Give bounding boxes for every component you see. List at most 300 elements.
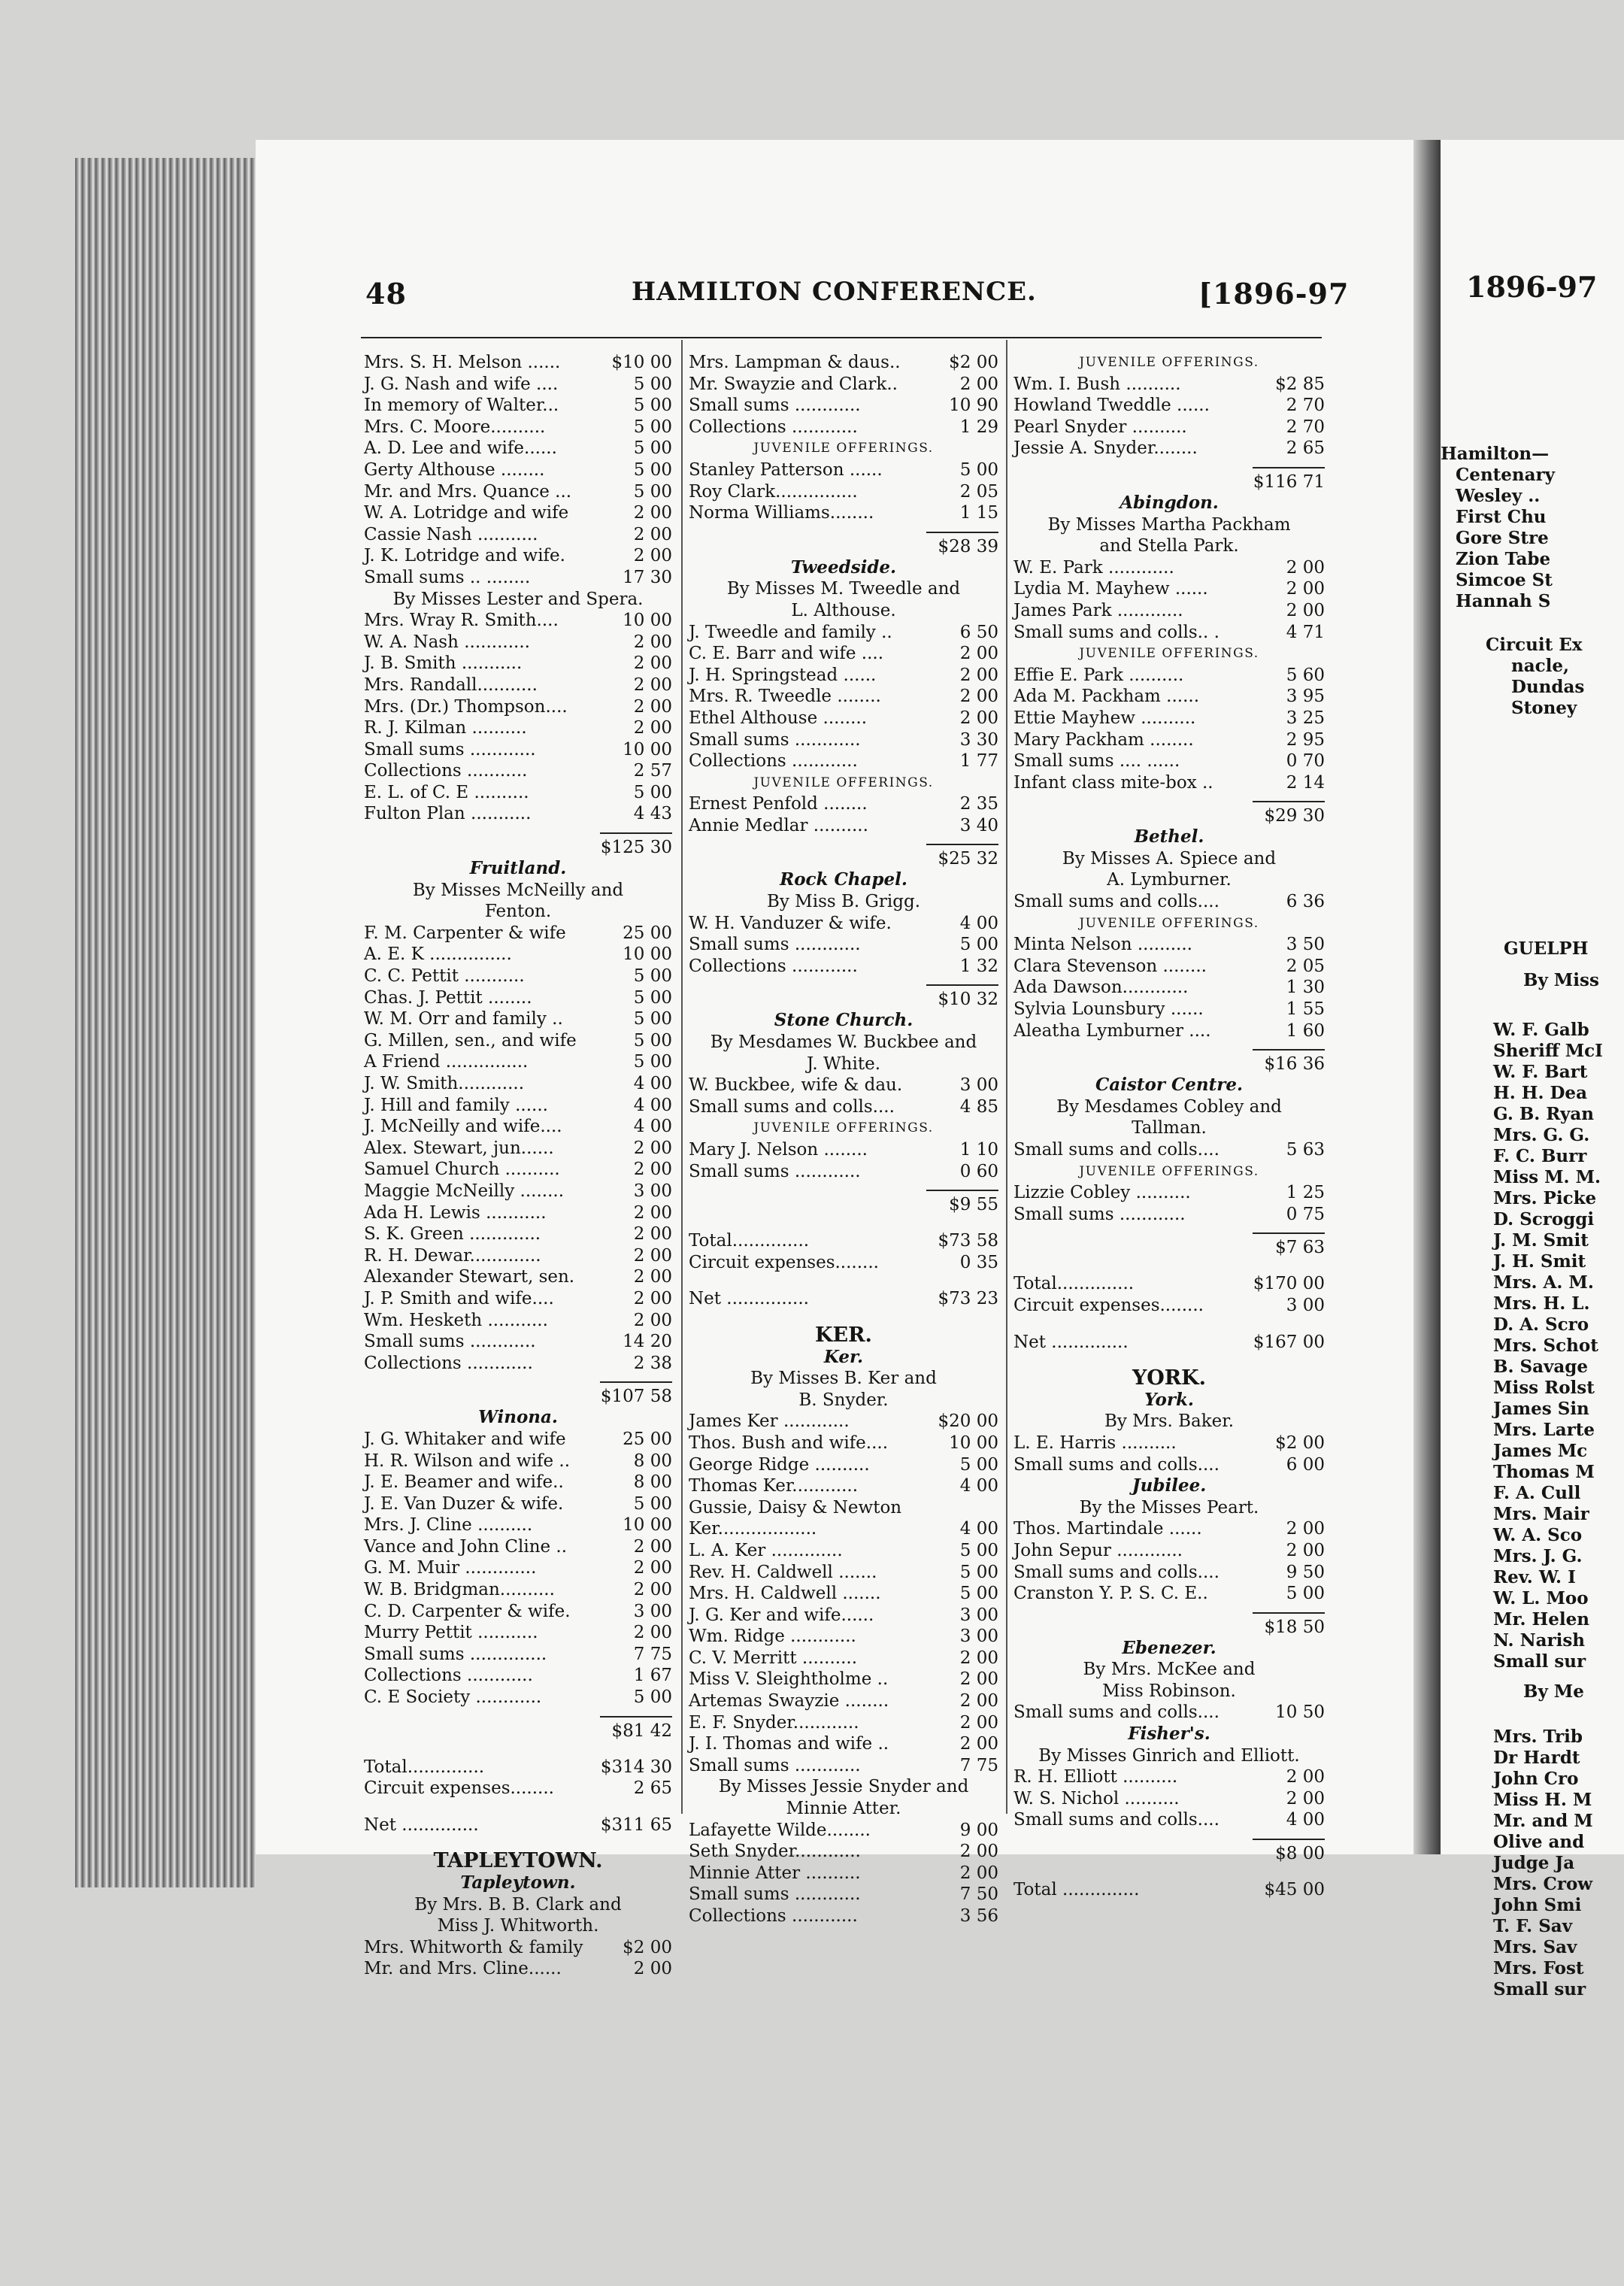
right-page-line: G. B. Ryan xyxy=(1493,1104,1594,1124)
entry-amount: 2 00 xyxy=(633,1202,672,1223)
entry-row xyxy=(1013,1879,1325,1901)
entry-amount: 1 25 xyxy=(1286,1183,1325,1203)
entry-amount: 4 00 xyxy=(959,1476,998,1496)
spacer xyxy=(689,1273,998,1288)
entry-amount: 2 14 xyxy=(1286,772,1325,793)
entry-row xyxy=(364,610,672,632)
entry-name: J. Hill and family ...... xyxy=(364,1095,548,1115)
right-page-line: GUELPH xyxy=(1504,938,1589,959)
entry-row xyxy=(689,459,998,481)
entry-amount: 5 00 xyxy=(633,1687,672,1708)
entry-amount: 2 05 xyxy=(1286,956,1325,976)
entry-amount: 1 15 xyxy=(959,503,998,523)
entry-row xyxy=(364,1030,672,1052)
spacer xyxy=(689,1215,998,1230)
entry-name: Mr. and Mrs. Cline...... xyxy=(364,1959,562,1979)
entry-name: Lizzie Cobley .......... xyxy=(1013,1183,1191,1203)
entry-name: Collections ............ xyxy=(364,1353,533,1373)
entry-amount: 9 00 xyxy=(959,1820,998,1840)
entry-amount: 0 60 xyxy=(959,1161,998,1181)
right-page-line: Miss M. M. xyxy=(1493,1167,1601,1187)
entry-amount: 3 00 xyxy=(1286,1295,1325,1315)
entry-row xyxy=(364,1757,672,1778)
entry-name: Minta Nelson .......... xyxy=(1013,935,1192,955)
entry-name: Lydia M. Mayhew ...... xyxy=(1013,579,1208,599)
entry-amount: 4 00 xyxy=(959,913,998,933)
entry-row xyxy=(689,1841,998,1863)
entry-row xyxy=(1013,1518,1325,1540)
entry-name: Mrs. R. Tweedle ........ xyxy=(689,687,881,707)
column-3 xyxy=(1013,352,1325,1901)
right-page-line: By Miss xyxy=(1523,970,1599,990)
entry-amount: 1 60 xyxy=(1286,1020,1325,1041)
entry-amount: 5 00 xyxy=(633,481,672,502)
entry-name: Mrs. (Dr.) Thompson.... xyxy=(364,696,568,717)
entry-name: Maggie McNeilly ........ xyxy=(364,1181,565,1201)
subtotal-amount: $28 39 xyxy=(926,532,998,557)
entry-row xyxy=(364,675,672,696)
entry-name: Rev. H. Caldwell ....... xyxy=(689,1562,877,1582)
entry-amount: 3 25 xyxy=(1286,708,1325,728)
right-page-line: Dundas xyxy=(1511,677,1585,697)
entry-name: Chas. J. Pettit ........ xyxy=(364,987,532,1008)
entry-name: C. C. Pettit ........... xyxy=(364,966,525,987)
entry-name: Small sums and colls.... xyxy=(1013,1810,1220,1830)
entry-row xyxy=(364,374,672,396)
entry-name: Wm. Hesketh ........... xyxy=(364,1310,548,1330)
entry-row xyxy=(1013,395,1325,417)
collector-line: By the Misses Peart. xyxy=(1079,1497,1259,1517)
entry-name: Total .............. xyxy=(1013,1880,1140,1900)
subtotal-row xyxy=(689,836,998,869)
entry-name: J. B. Smith ........... xyxy=(364,653,523,674)
place-heading: Jubilee. xyxy=(1132,1475,1207,1496)
place-heading: Caistor Centre. xyxy=(1095,1075,1244,1096)
entry-name: Effie E. Park .......... xyxy=(1013,665,1184,685)
entry-row xyxy=(689,815,998,837)
entry-amount: 5 00 xyxy=(633,396,672,416)
entry-name: J. Tweedle and family .. xyxy=(689,622,892,642)
entry-amount: 2 05 xyxy=(959,481,998,502)
entry-amount: 10 00 xyxy=(623,611,672,631)
entry-row xyxy=(689,1433,998,1454)
collector-line: By Miss B. Grigg. xyxy=(766,892,921,912)
entry-row xyxy=(689,417,998,438)
entry-name: Miss V. Sleightholme .. xyxy=(689,1669,889,1690)
entry-amount: 2 70 xyxy=(1286,417,1325,437)
collector-line: By Mrs. McKee and xyxy=(1083,1660,1256,1680)
place-heading: Ker. xyxy=(823,1346,864,1367)
right-page-line: F. A. Cull xyxy=(1493,1483,1581,1503)
entry-name: Annie Medlar .......... xyxy=(689,815,868,835)
right-page-line: Mrs. Mair xyxy=(1493,1504,1589,1524)
spacer xyxy=(1013,1317,1325,1332)
entry-name: Seth Snyder............ xyxy=(689,1842,861,1862)
collector-line: A. Lymburner. xyxy=(1107,870,1232,890)
entry-name: Ernest Penfold ........ xyxy=(689,794,868,814)
right-page-line: D. Scroggi xyxy=(1493,1209,1595,1229)
entry-row xyxy=(689,1712,998,1734)
entry-row xyxy=(689,1139,998,1161)
entry-amount: $45 00 xyxy=(1264,1880,1325,1900)
place-heading: Bethel. xyxy=(1134,826,1204,847)
entry-row xyxy=(689,1230,998,1252)
entry-name: J. H. Springstead ...... xyxy=(689,665,877,685)
collector-line: By Misses B. Ker and xyxy=(750,1369,937,1389)
place-heading: York. xyxy=(1144,1389,1194,1410)
subtotal-row xyxy=(1013,793,1325,826)
entry-row xyxy=(364,1095,672,1117)
entry-name: W. B. Bridgman.......... xyxy=(364,1580,555,1600)
entry-name: Total.............. xyxy=(1013,1274,1135,1294)
entry-row xyxy=(689,1518,998,1540)
entry-name: Ada M. Packham ...... xyxy=(1013,687,1200,707)
subtotal-amount: $25 32 xyxy=(926,844,998,869)
entry-row xyxy=(689,622,998,644)
right-page-line: Judge Ja xyxy=(1493,1853,1575,1873)
juvenile-offerings-label: JUVENILE OFFERINGS. xyxy=(1079,355,1259,370)
entry-name: C. D. Carpenter & wife. xyxy=(364,1601,571,1621)
entry-amount: 2 00 xyxy=(959,1863,998,1883)
entry-row xyxy=(689,1075,998,1096)
entry-row xyxy=(364,1451,672,1472)
entry-name: Artemas Swayzie ........ xyxy=(689,1691,889,1711)
spacer xyxy=(689,1310,998,1325)
entry-amount: 1 30 xyxy=(1286,978,1325,998)
column-2 xyxy=(689,352,998,1927)
entry-name: Norma Williams........ xyxy=(689,503,874,523)
collector-line: By Misses Jessie Snyder and xyxy=(718,1777,969,1797)
book-page-edges xyxy=(75,158,256,1887)
entry-amount: 5 00 xyxy=(633,782,672,802)
entry-amount: $73 23 xyxy=(938,1289,998,1309)
entry-amount: 3 00 xyxy=(959,1075,998,1096)
entry-row xyxy=(1013,1583,1325,1605)
entry-row xyxy=(689,395,998,417)
entry-amount: 7 75 xyxy=(633,1644,672,1664)
entry-name: Alexander Stewart, sen. xyxy=(364,1267,575,1287)
entry-name: G. M. Muir ............. xyxy=(364,1558,537,1578)
entry-amount: 2 00 xyxy=(959,644,998,664)
entry-name: Cranston Y. P. S. C. E.. xyxy=(1013,1584,1208,1604)
entry-row xyxy=(364,1138,672,1160)
spacer xyxy=(364,1836,672,1851)
entry-row xyxy=(1013,374,1325,396)
entry-name: Small sums ............ xyxy=(364,739,536,759)
entry-name: Small sums ............ xyxy=(689,1161,861,1181)
entry-amount: 3 00 xyxy=(633,1601,672,1621)
entry-amount: 5 00 xyxy=(633,987,672,1008)
entry-amount: 25 00 xyxy=(623,923,672,943)
entry-amount: 2 00 xyxy=(959,687,998,707)
entry-name: Total.............. xyxy=(364,1757,485,1777)
entry-amount: 8 00 xyxy=(633,1472,672,1493)
right-page-line: B. Savage xyxy=(1493,1357,1588,1377)
entry-amount: 2 00 xyxy=(959,1712,998,1733)
entry-name: Aleatha Lymburner .... xyxy=(1013,1020,1211,1041)
entry-amount: 1 77 xyxy=(959,751,998,772)
entry-row xyxy=(364,1536,672,1558)
entry-row xyxy=(364,1472,672,1493)
entry-amount: 2 00 xyxy=(633,1536,672,1557)
entry-row xyxy=(364,481,672,503)
entry-row xyxy=(364,1288,672,1310)
right-page-line: Mrs. Schot xyxy=(1493,1336,1598,1356)
entry-name: Small sums and colls.. . xyxy=(1013,622,1220,642)
entry-amount: 9 50 xyxy=(1286,1562,1325,1582)
entry-name: Circuit expenses........ xyxy=(364,1778,554,1799)
entry-amount: 2 00 xyxy=(1286,579,1325,599)
entry-name: Mrs. Whitworth & family xyxy=(364,1937,583,1957)
section-heading: TAPLEYTOWN. xyxy=(433,1849,603,1873)
subtotal-row xyxy=(689,1182,998,1215)
entry-amount: $73 58 xyxy=(938,1231,998,1251)
entry-amount: $2 00 xyxy=(623,1937,672,1957)
entry-amount: 4 71 xyxy=(1286,622,1325,642)
subtotal-row xyxy=(364,1374,672,1407)
entry-name: Mrs. J. Cline .......... xyxy=(364,1515,533,1536)
right-page-line: Zion Tabe xyxy=(1456,549,1551,569)
entry-row xyxy=(364,395,672,417)
entry-amount: 2 00 xyxy=(959,1648,998,1668)
page-number: 48 xyxy=(365,277,407,311)
right-page-line: Thomas M xyxy=(1493,1462,1595,1482)
column-divider xyxy=(681,340,683,1814)
subtotal-amount: $81 42 xyxy=(600,1716,672,1742)
juvenile-offerings-label: JUVENILE OFFERINGS. xyxy=(1079,646,1259,662)
entry-row xyxy=(364,803,672,825)
entry-row xyxy=(689,665,998,687)
entry-row xyxy=(689,1540,998,1562)
entry-row xyxy=(364,1310,672,1332)
spacer xyxy=(1013,1353,1325,1368)
entry-amount: 5 00 xyxy=(633,438,672,459)
entry-amount: 2 95 xyxy=(1286,729,1325,750)
entry-amount: 2 00 xyxy=(633,1623,672,1643)
entry-row xyxy=(364,653,672,675)
entry-name: George Ridge .......... xyxy=(689,1454,870,1475)
entry-name: Net ............... xyxy=(689,1289,809,1309)
entry-amount: 2 00 xyxy=(633,696,672,717)
entry-amount: 3 00 xyxy=(959,1605,998,1625)
entry-amount: 3 30 xyxy=(959,729,998,750)
entry-amount: 3 50 xyxy=(1286,935,1325,955)
entry-row xyxy=(364,1331,672,1353)
entry-row xyxy=(689,1755,998,1777)
entry-name: Jessie A. Snyder........ xyxy=(1013,438,1198,459)
entry-amount: 2 00 xyxy=(633,1245,672,1266)
entry-row xyxy=(1013,956,1325,978)
entry-name: H. R. Wilson and wife .. xyxy=(364,1451,571,1471)
entry-name: Thos. Martindale ...... xyxy=(1013,1519,1202,1539)
entry-amount: $170 00 xyxy=(1253,1274,1325,1294)
entry-row xyxy=(1013,1562,1325,1584)
entry-name: W. A. Nash ............ xyxy=(364,632,530,652)
entry-row xyxy=(689,481,998,503)
entry-row xyxy=(364,1073,672,1095)
entry-row xyxy=(1013,1204,1325,1226)
entry-name: Small sums and colls.... xyxy=(1013,1140,1220,1160)
entry-name: Small sums ............ xyxy=(689,1755,861,1775)
entry-row xyxy=(364,1051,672,1073)
entry-name: Collections ............ xyxy=(689,1906,858,1926)
entry-name: J. I. Thomas and wife .. xyxy=(689,1734,889,1754)
entry-row xyxy=(364,966,672,987)
entry-amount: 8 00 xyxy=(633,1451,672,1471)
right-page-line: W. L. Moo xyxy=(1493,1588,1589,1608)
section-heading: KER. xyxy=(815,1323,872,1347)
collector-line: Fenton. xyxy=(484,902,552,922)
entry-name: J. G. Nash and wife .... xyxy=(364,374,559,394)
entry-name: Mary J. Nelson ........ xyxy=(689,1140,868,1160)
entry-row xyxy=(364,1958,672,1980)
entry-row xyxy=(689,1669,998,1690)
entry-name: Mrs. Lampman & daus.. xyxy=(689,353,901,372)
entry-amount: 2 00 xyxy=(959,665,998,685)
entry-amount: 14 20 xyxy=(623,1332,672,1352)
entry-name: A Friend ............... xyxy=(364,1052,529,1072)
entry-amount: 2 00 xyxy=(633,1310,672,1330)
entry-amount: 2 00 xyxy=(959,1691,998,1711)
entry-amount: 2 00 xyxy=(633,1267,672,1287)
right-page-line: Mrs. Picke xyxy=(1493,1188,1597,1208)
entry-amount: 2 00 xyxy=(633,1288,672,1308)
entry-row xyxy=(689,1820,998,1842)
collector-line: and Stella Park. xyxy=(1099,536,1239,556)
collector-line: By Misses A. Spiece and xyxy=(1062,848,1277,869)
entry-name: Small sums ............ xyxy=(689,1884,861,1905)
collector-line: By Misses Martha Packham xyxy=(1047,514,1291,535)
entry-name: A. E. K ............... xyxy=(364,944,512,965)
entry-name: R. H. Elliott .......... xyxy=(1013,1767,1178,1787)
entry-amount: 10 00 xyxy=(949,1433,998,1453)
entry-amount: 6 36 xyxy=(1286,892,1325,912)
entry-row xyxy=(1013,1788,1325,1810)
right-page-line: John Smi xyxy=(1493,1895,1582,1915)
entry-name: J. E. Beamer and wife.. xyxy=(364,1472,564,1493)
right-page-line: Mrs. H. L. xyxy=(1493,1293,1590,1314)
entry-row xyxy=(364,1937,672,1959)
entry-amount: 7 50 xyxy=(959,1884,998,1905)
entry-name: Circuit expenses........ xyxy=(1013,1295,1204,1315)
entry-row xyxy=(689,1252,998,1274)
entry-row xyxy=(689,1497,998,1519)
right-page-year: 1896-97 xyxy=(1466,270,1598,304)
entry-amount: 4 00 xyxy=(633,1117,672,1137)
entry-name: Net .............. xyxy=(1013,1332,1129,1352)
entry-amount: 2 00 xyxy=(633,1580,672,1600)
entry-name: Gerty Althouse ........ xyxy=(364,459,545,480)
subtotal-row xyxy=(1013,1831,1325,1864)
entry-row xyxy=(689,1288,998,1310)
subtotal-amount: $8 00 xyxy=(1253,1839,1325,1864)
entry-amount: 5 00 xyxy=(633,1493,672,1514)
entry-amount: 2 65 xyxy=(633,1778,672,1799)
entry-amount: 4 00 xyxy=(959,1519,998,1539)
entry-amount: 5 00 xyxy=(959,1584,998,1604)
entry-name: R. H. Dewar............. xyxy=(364,1245,541,1266)
entry-name: Ker.................. xyxy=(689,1519,817,1539)
subtotal-amount: $18 50 xyxy=(1253,1612,1325,1638)
right-page-line: W. F. Galb xyxy=(1493,1020,1589,1040)
entry-amount: $10 00 xyxy=(611,353,672,372)
entry-name: Thomas Ker............ xyxy=(689,1476,859,1496)
entry-amount xyxy=(995,1497,998,1519)
entry-row xyxy=(364,760,672,782)
right-page-line: Mrs. J. G. xyxy=(1493,1546,1583,1566)
entry-amount: 2 00 xyxy=(633,718,672,738)
subtotal-amount: $10 32 xyxy=(926,984,998,1010)
place-heading: Stone Church. xyxy=(774,1010,914,1031)
entry-row xyxy=(1013,708,1325,729)
right-page-line: W. F. Bart xyxy=(1493,1062,1588,1082)
entry-row xyxy=(1013,1809,1325,1831)
entry-row xyxy=(689,1605,998,1627)
entry-name: J. P. Smith and wife.... xyxy=(364,1288,554,1308)
entry-row xyxy=(364,1579,672,1601)
right-page-line: James Mc xyxy=(1493,1441,1588,1461)
subtotal-amount: $116 71 xyxy=(1253,467,1325,493)
entry-amount: 2 00 xyxy=(1286,1788,1325,1808)
entry-row xyxy=(364,417,672,438)
right-page-line: Sheriff McI xyxy=(1493,1041,1603,1061)
entry-amount: 5 00 xyxy=(959,1540,998,1560)
entry-name: W. H. Vanduzer & wife. xyxy=(689,913,892,933)
entry-name: Collections ............ xyxy=(689,956,858,976)
entry-row xyxy=(364,696,672,718)
entry-amount: 1 67 xyxy=(633,1666,672,1686)
entry-amount: 2 00 xyxy=(633,653,672,674)
juvenile-offerings-label: JUVENILE OFFERINGS. xyxy=(1079,1163,1259,1179)
right-page-line: Hannah S xyxy=(1456,591,1551,611)
entry-row xyxy=(1013,686,1325,708)
right-page-line: Circuit Ex xyxy=(1486,635,1583,655)
right-page-line: W. A. Sco xyxy=(1493,1525,1583,1545)
entry-row xyxy=(364,1557,672,1579)
entry-amount: 2 00 xyxy=(1286,600,1325,620)
entry-name: W. A. Lotridge and wife xyxy=(364,503,569,523)
entry-amount: 5 00 xyxy=(1286,1584,1325,1604)
entry-row xyxy=(364,1778,672,1799)
entry-name: In memory of Walter... xyxy=(364,396,559,416)
column-divider xyxy=(1006,340,1007,1814)
right-page-line: D. A. Scro xyxy=(1493,1314,1589,1335)
entry-row xyxy=(689,934,998,956)
entry-name: Ada Dawson............ xyxy=(1013,978,1189,998)
entry-amount: $311 65 xyxy=(600,1815,672,1835)
entry-amount: 3 00 xyxy=(633,1181,672,1201)
entry-amount: 2 00 xyxy=(633,524,672,544)
entry-name: F. M. Carpenter & wife xyxy=(364,923,566,943)
column-1 xyxy=(364,352,672,1980)
subtotal-row xyxy=(364,1708,672,1742)
section-heading: YORK. xyxy=(1132,1366,1207,1390)
entry-row xyxy=(364,459,672,481)
entry-amount: 10 50 xyxy=(1275,1702,1325,1723)
collector-line: By Mrs. Baker. xyxy=(1104,1411,1235,1432)
entry-row xyxy=(689,1096,998,1118)
right-page-line: Hamilton— xyxy=(1441,444,1550,464)
entry-name: W. Buckbee, wife & dau. xyxy=(689,1075,903,1096)
entry-row xyxy=(1013,438,1325,459)
spacer xyxy=(364,1742,672,1757)
subtotal-amount: $7 63 xyxy=(1253,1232,1325,1258)
right-page-line: F. C. Burr xyxy=(1493,1146,1587,1166)
entry-name: Small sums and colls.... xyxy=(1013,1454,1220,1475)
place-heading: Ebenezer. xyxy=(1122,1637,1216,1658)
entry-amount: 3 40 xyxy=(959,815,998,835)
entry-row xyxy=(689,374,998,396)
